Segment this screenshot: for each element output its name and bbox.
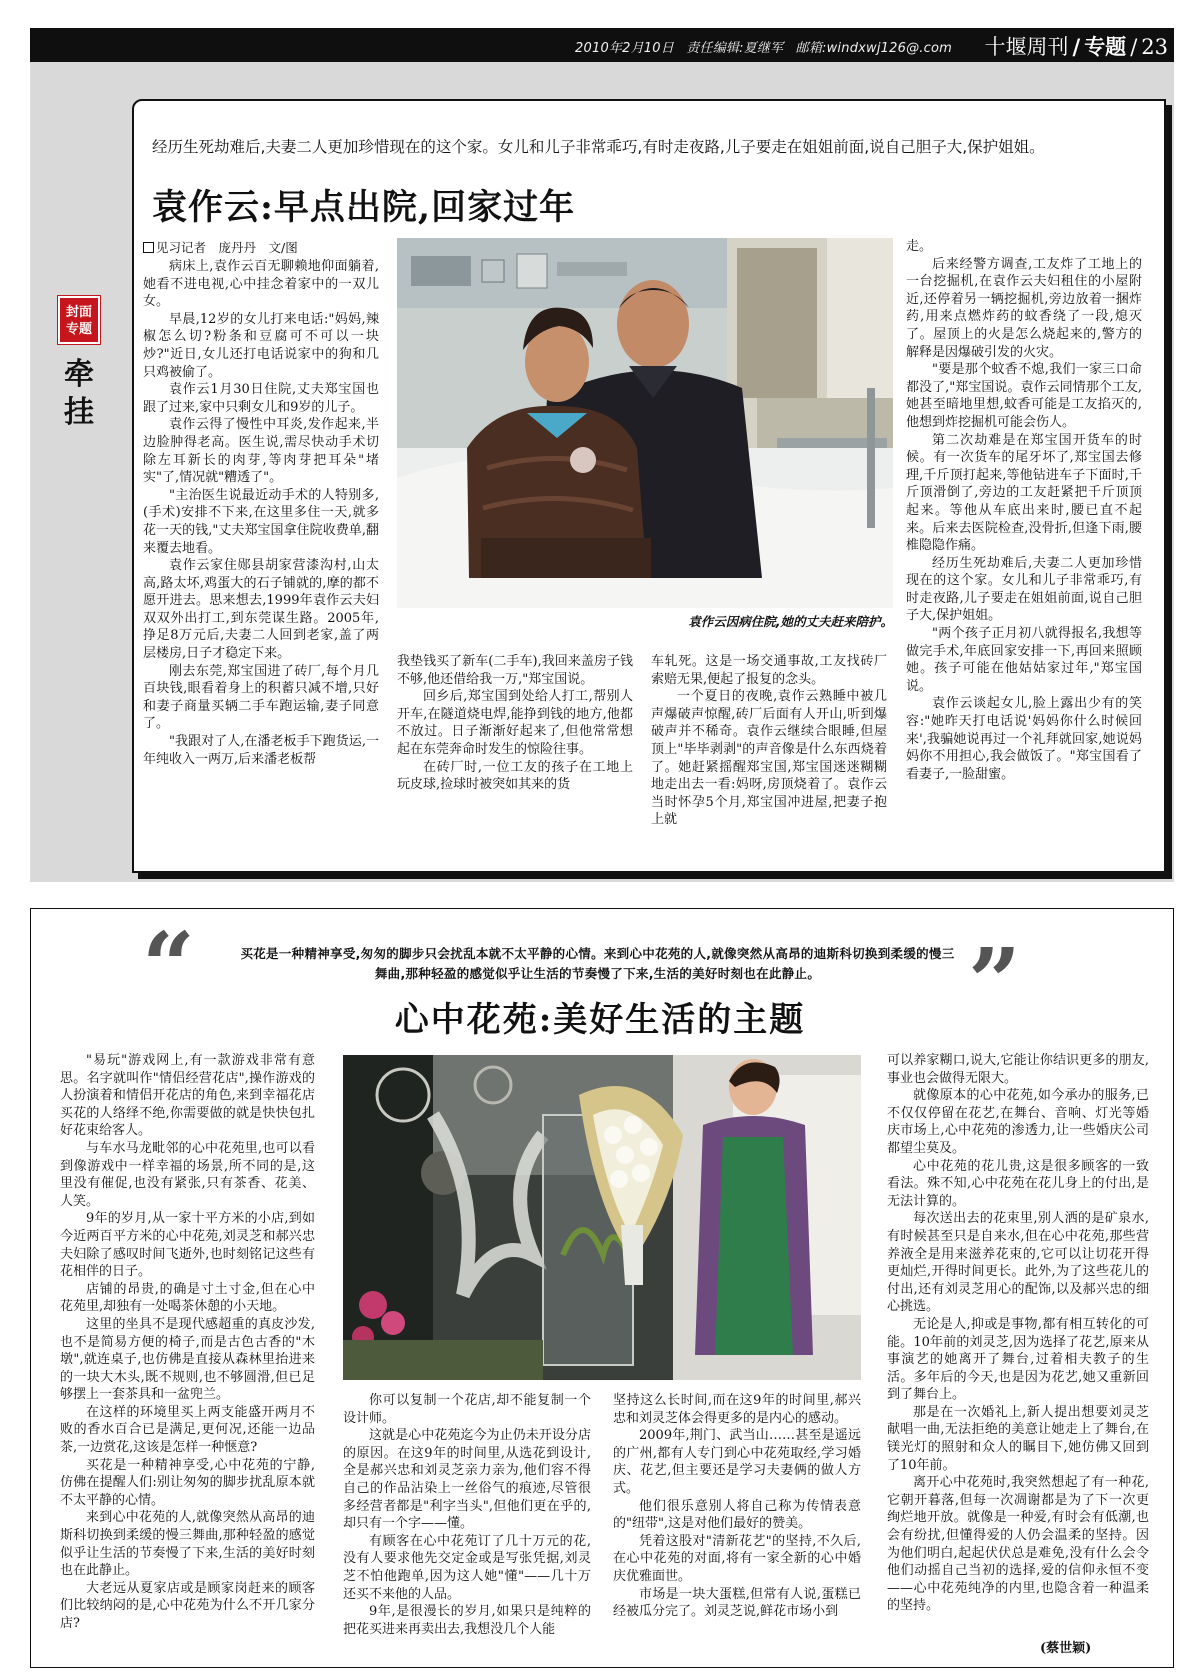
article1-column-3 bbox=[651, 653, 887, 843]
paragraph: 店铺的昂贵,的确是寸土寸金,但在心中花苑里,却独有一处喝茶休憩的小天地。 bbox=[60, 1281, 315, 1315]
paragraph: 离开心中花苑时,我突然想起了有一种花,它朝开暮落,但每一次凋谢都是为了下一次更绚烂地开放。就像是一种爱,有时会有低潮,也会有纷扰,但懂得爱的人仍会温柔的坚持。因为他们明白,起起伏伏总是难免,没有什么会令他们动摇自己当初的选择,爱的信仰永恒不变——心中花苑纯净的内里,也隐含着一种温柔的坚持。 bbox=[887, 1475, 1149, 1614]
paragraph: 这里的坐具不是现代感超重的真皮沙发,也不是简易方便的椅子,而是古色古香的"木墩",就连桌子,也仿佛是直接从森林里抬进来的一块大木头,既不规则,也不够圆滑,但已足够摆上一套茶具和一盆兜兰。 bbox=[60, 1316, 315, 1403]
header-date: 2010年2月10日 bbox=[575, 41, 674, 56]
paragraph: 袁作云家住郧县胡家营漆沟村,山太高,路太坏,鸡蛋大的石子铺就的,摩的都不愿开进去。思来想去,1999年袁作云夫妇双双外出打工,到东莞谋生路。2005年,挣足8万元后,夫妻二人回到老家,盖了两层楼房,日子才稳定下来。 bbox=[143, 558, 379, 662]
article2-column-3 bbox=[613, 1392, 861, 1660]
paragraph: 早晨,12岁的女儿打来电话:"妈妈,辣椒怎么切?粉条和豆腐可不可以一块炒?"近日,女儿还打电话说家中的狗和几只鸡被偷了。 bbox=[143, 311, 379, 380]
paragraph: 经历生死劫难后,夫妻二人更加珍惜现在的这个家。女儿和儿子非常乖巧,有时走夜路,儿子要走在姐姐前面,说自己胆子大,保护姐姐。 bbox=[906, 555, 1142, 624]
paragraph: 心中花苑的花儿贵,这是很多顾客的一致看法。殊不知,心中花苑在花儿身上的付出,是无法计算的。 bbox=[887, 1158, 1149, 1209]
article2-lead: 买花是一种精神享受,匆匆的脚步只会扰乱本就不太平静的心情。来到心中花苑的人,就像突然从高昂的迪斯科切换到柔缓的慢三舞曲,那种轻盈的感觉似乎让生活的节奏慢了下来,生活的美好时刻也在此静止。 bbox=[240, 946, 955, 981]
paragraph: 袁作云谈起女儿,脸上露出少有的笑容:"她昨天打电话说'妈妈你什么时候回来',我骗她说再过一个礼拜就回家,她说妈妈你不用担心,我会做饭了。"郑宝国看了看妻子,一脸甜蜜。 bbox=[906, 696, 1142, 782]
paragraph: 袁作云得了慢性中耳炎,发作起来,半边脸肿得老高。医生说,需尽快动手术切除左耳新长的肉芽,等肉芽把耳朵"堵实"了,情况就"糟透了"。 bbox=[143, 417, 379, 486]
article1-lead: 经历生死劫难后,夫妻二人更加珍惜现在的这个家。女儿和儿子非常乖巧,有时走夜路,儿子要走在姐姐前面,说自己胆子大,保护姐姐。 bbox=[152, 138, 1045, 156]
page-number: 23 bbox=[1141, 35, 1168, 59]
paragraph: 无论是人,抑或是事物,都有相互转化的可能。10年前的刘灵芝,因为选择了花艺,原来从事演艺的她离开了舞台,过着相夫教子的生活。多年后的今天,也是因为花艺,她又重新回到了舞台上。 bbox=[887, 1316, 1149, 1403]
paragraph: "我跟对了人,在潘老板手下跑货运,一年纯收入一两万,后来潘老板帮 bbox=[143, 734, 379, 767]
section-name: 专题 bbox=[1084, 34, 1127, 59]
article1-title: 袁作云:早点出院,回家过年 bbox=[152, 187, 576, 228]
paragraph: 后来经警方调查,工友炸了工地上的一台挖掘机,在袁作云夫妇租住的小屋附近,还停着另一辆挖掘机,旁边放着一捆炸药,用来点燃炸药的蚊香绕了一段,熄灭了。屋顶上的火是怎么烧起来的,警方的解释是因爆破引发的火灾。 bbox=[906, 256, 1142, 360]
hospital-couple-photo bbox=[397, 238, 893, 608]
paragraph: "主治医生说最近动手术的人特别多,(手术)安排不下来,在这里多住一天,就多花一天的钱,"丈夫郑宝国拿住院收费单,翻来覆去地看。 bbox=[143, 487, 379, 556]
article1-column-4 bbox=[906, 238, 1142, 843]
article1-photo-caption: 袁作云因病住院,她的丈夫赶来陪护。 bbox=[688, 614, 893, 629]
article2-column-4 bbox=[887, 1052, 1149, 1637]
paragraph: "两个孩子正月初八就得报名,我想等做完手术,年底回家安排一下,再回来照顾她。孩子可能在他姑姑家过年,"郑宝国说。 bbox=[906, 626, 1142, 694]
paragraph: 刚去东莞,郑宝国进了砖厂,每个月几百块钱,眼看着身上的积蓄只减不增,只好和妻子商量买辆二手车跑运输,妻子同意了。 bbox=[143, 663, 379, 732]
vertical-title-text: 牵挂 bbox=[64, 357, 94, 430]
paragraph: 他们很乐意别人将自己称为传情表意的"纽带",这是对他们最好的赞美。 bbox=[613, 1498, 861, 1532]
article1-column-1 bbox=[143, 258, 379, 838]
article2-column-2 bbox=[343, 1392, 591, 1660]
article1-column-2 bbox=[397, 653, 633, 843]
flower-shop-photo bbox=[343, 1055, 861, 1380]
paragraph: 那是在一次婚礼上,新人提出想要刘灵芝献唱一曲,无法拒绝的美意让她走上了舞台,在镁光灯的照射和众人的瞩目下,她仿佛又回到了10年前。 bbox=[887, 1404, 1149, 1473]
paragraph: 走。 bbox=[906, 239, 933, 254]
paragraph: 每次送出去的花束里,别人洒的是矿泉水,有时候甚至只是自来水,但在心中花苑,那些营养液全是用来滋养花束的,它可以让切花开得更灿烂,开得时间更长。此外,为了这些花儿的付出,还有刘灵芝用心的配饰,以及郝兴忠的细心挑选。 bbox=[887, 1211, 1149, 1315]
byline-box-icon bbox=[143, 242, 154, 253]
paragraph: 与车水马龙毗邻的心中花苑里,也可以看到像游戏中一样幸福的场景,所不同的是,这里没有催促,也没有紧张,只有茶香、花美、人笑。 bbox=[60, 1140, 315, 1209]
paper-name: 十堰周刊 bbox=[984, 35, 1069, 59]
paragraph: 市场是一块大蛋糕,但常有人说,蛋糕已经被瓜分完了。刘灵芝说,鲜花市场小到 bbox=[613, 1586, 861, 1620]
paragraph: "要是那个蚊香不熄,我们一家三口命都没了,"郑宝国说。袁作云同情那个工友,她甚至暗地里想,蚊香可能是工友掐灭的,他想到炸挖掘机可能会伤人。 bbox=[906, 362, 1142, 430]
open-quote-mark-icon: “ bbox=[142, 912, 195, 1020]
paragraph: 你可以复制一个花店,却不能复制一个设计师。 bbox=[343, 1393, 591, 1426]
paragraph: 第二次劫难是在郑宝国开货车的时候。有一次货车的尾牙坏了,郑宝国去修理,千斤顶打起来,等他钻进车子下面时,千斤顶滑倒了,旁边的工友赶紧把千斤顶顶起来。等他从车底出来时,腰已直不起来。后来去医院检查,没骨折,但逢下雨,腰椎隐隐作痛。 bbox=[906, 432, 1142, 554]
paragraph: 买花是一种精神享受,心中花苑的宁静,仿佛在提醒人们:别让匆匆的脚步扰乱原本就不太平静的心情。 bbox=[60, 1457, 315, 1508]
paragraph: "易玩"游戏网上,有一款游戏非常有意思。名字就叫作"情侣经营花店",操作游戏的人扮演着和情侣开花店的角色,来到幸福花店买花的人络绎不绝,你需要做的就是快快包扎好花束给客人。 bbox=[60, 1053, 315, 1139]
paragraph: 袁作云1月30日住院,丈夫郑宝国也跟了过来,家中只剩女儿和9岁的儿子。 bbox=[143, 382, 379, 415]
article2-title: 心中花苑:美好生活的主题 bbox=[394, 1000, 806, 1040]
paragraph: 可以养家糊口,说大,它能让你结识更多的朋友,事业也会做得无限大。 bbox=[887, 1053, 1149, 1086]
badge-line1: 封面 bbox=[65, 305, 92, 320]
article2-author: (蔡世颖) bbox=[1040, 1641, 1092, 1656]
paragraph: 来到心中花苑的人,就像突然从高昂的迪斯科切换到柔缓的慢三舞曲,那种轻盈的感觉似乎让生活的节奏慢了下来,生活的美好时刻也在此静止。 bbox=[60, 1510, 315, 1579]
paragraph: 回乡后,郑宝国到处给人打工,帮别人开车,在隧道烧电焊,能挣到钱的地方,他都不放过。日子渐渐好起来了,但他常常想起在东莞奔命时发生的惊险往事。 bbox=[397, 689, 633, 757]
paragraph: 大老远从夏家店或是顾家岗赶来的顾客们比较纳闷的是,心中花苑为什么不开几家分店? bbox=[60, 1580, 315, 1631]
paragraph: 一个夏日的夜晚,袁作云熟睡中被几声爆破声惊醒,砖厂后面有人开山,听到爆破声并不稀奇。袁作云继续合眼睡,但屋顶上"毕毕剥剥"的声音像是什么东西烧着了。她赶紧摇醒郑宝国,郑宝国迷迷糊糊地走出去一看:妈呀,房顶烧着了。袁作云当时怀孕5个月,郑宝国冲进屋,把妻子抱上就 bbox=[651, 689, 887, 828]
header-info bbox=[567, 37, 952, 56]
paragraph: 在砖厂时,一位工友的孩子在工地上玩皮球,捡球时被突如其来的货 bbox=[397, 759, 633, 793]
byline-text: 见习记者 庞丹丹 文/图 bbox=[156, 240, 298, 255]
paragraph: 9年,是很漫长的岁月,如果只是纯粹的把花买进来再卖出去,我想没几个人能 bbox=[343, 1604, 591, 1637]
header-brand: 十堰周刊 / 专题 / 23 bbox=[984, 34, 1168, 59]
paragraph: 坚持这么长时间,而在这9年的时间里,郝兴忠和刘灵芝体会得更多的是内心的感动。 bbox=[613, 1393, 861, 1426]
article2-column-1 bbox=[60, 1052, 315, 1658]
section-badge bbox=[58, 296, 100, 344]
header-editor: 责任编辑:夏继军 bbox=[686, 41, 784, 56]
article1-photo bbox=[397, 238, 893, 608]
paragraph: 2009年,荆门、武当山……甚至是遥远的广州,都有人专门到心中花苑取经,学习婚庆、花艺,但主要还是学习夫妻俩的做人方式。 bbox=[613, 1428, 861, 1496]
header-email: 邮箱:windxwj126@.com bbox=[795, 41, 952, 56]
paragraph: 在这样的环境里买上两支能盛开两月不败的香水百合已是满足,更何况,还能一边品茶,一边赏花,这该是怎样一种惬意? bbox=[60, 1404, 315, 1456]
page-header bbox=[30, 28, 1174, 62]
paragraph: 就像原本的心中花苑,如今承办的服务,已不仅仅停留在花艺,在舞台、音响、灯光等婚庆市场上,心中花苑的渗透力,让一些婚庆公司都望尘莫及。 bbox=[887, 1088, 1149, 1156]
paragraph: 有顾客在心中花苑订了几十万元的花,没有人要求他先交定金或是写张凭据,刘灵芝不怕他跑单,因为这人她"懂"——几十万还买不来他的人品。 bbox=[343, 1533, 591, 1602]
column-vertical-title bbox=[58, 356, 100, 432]
close-quote-mark-icon: ” bbox=[968, 928, 1021, 1036]
paragraph: 凭着这股对"清新花艺"的坚持,不久后,在心中花苑的对面,将有一家全新的心中婚庆优雅面世。 bbox=[613, 1533, 861, 1584]
paragraph: 9年的岁月,从一家十平方米的小店,到如今近两百平方米的心中花苑,刘灵芝和郝兴忠夫妇除了感叹时间飞逝外,也时刻铭记这些有花相伴的日子。 bbox=[60, 1211, 315, 1280]
badge-line2: 专题 bbox=[65, 322, 92, 337]
paragraph: 病床上,袁作云百无聊赖地仰面躺着,她看不进电视,心中挂念着家中的一双儿女。 bbox=[143, 259, 379, 310]
paragraph: 这就是心中花苑迄今为止仍未开设分店的原因。在这9年的时间里,从选花到设计,全是郝兴忠和刘灵芝亲力亲为,他们容不得自己的作品沾染上一丝俗气的痕迹,尽管很多经营者都是"利字当头",但他们更在乎的,却只有一个字——懂。 bbox=[343, 1428, 591, 1532]
article1-byline bbox=[143, 238, 298, 256]
article2-photo bbox=[343, 1055, 861, 1380]
paragraph: 车轧死。这是一场交通事故,工友找砖厂索赔无果,便起了报复的念头。 bbox=[651, 654, 887, 687]
paragraph: 我垫钱买了新车(二手车),我回来盖房子钱不够,他还借给我一万,"郑宝国说。 bbox=[397, 654, 633, 687]
